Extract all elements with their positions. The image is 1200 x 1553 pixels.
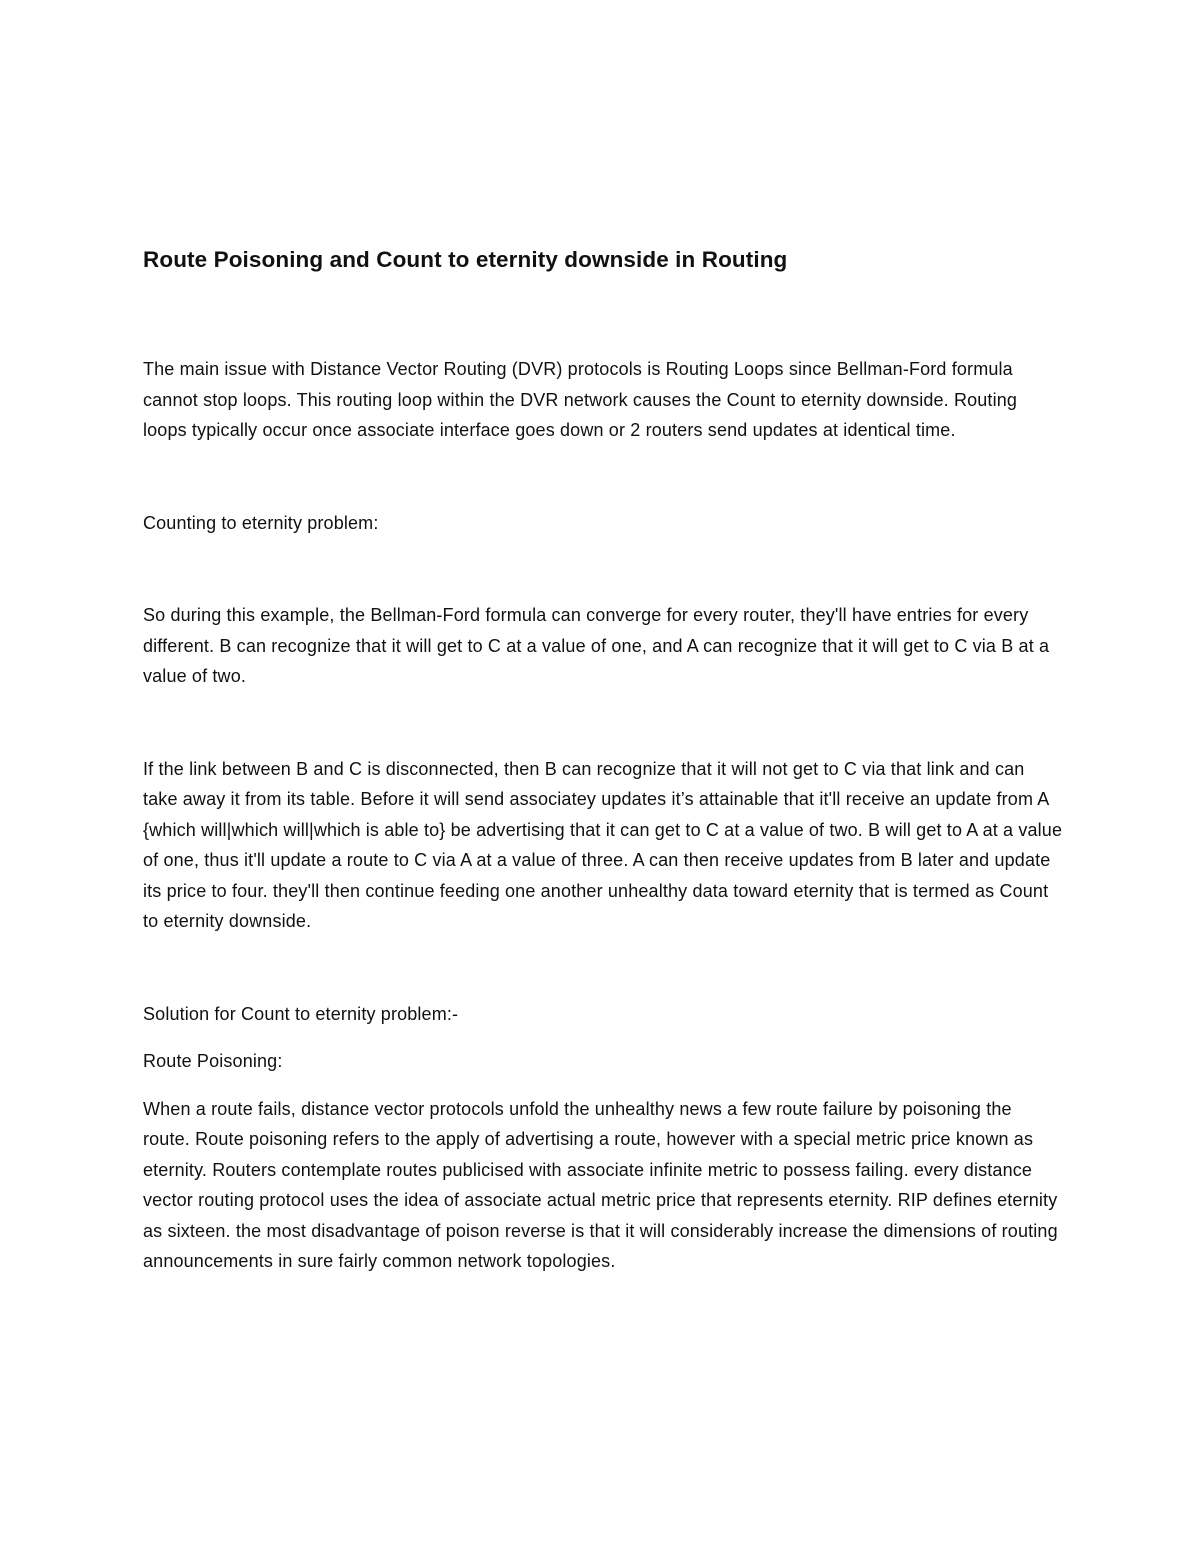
problem-heading: Counting to eternity problem:	[143, 512, 379, 533]
route-poisoning-paragraph: When a route fails, distance vector protocols unfold the unhealthy news a few route failure by poisoning the route. Route poisoning refers to the apply of advertising a route, however with a special metric price known as eternity. Routers contemplate routes publicised with associate infinite metric to possess failing. every distance vector routing protocol uses the idea of associate actual metric price that represents eternity. RIP defines eternity as sixteen. the most disadvantage of poison reverse is that it will considerably increase the dimensions of routing announcements in sure fairly common network topologies.	[143, 1098, 1058, 1271]
document-body	[143, 244, 1063, 1277]
example-paragraph: So during this example, the Bellman-Ford formula can converge for every router, they'll have entries for every different. B can recognize that it will get to C at a value of one, and A can recognize that it will get to C via B at a value of two.	[143, 605, 1050, 686]
route-poisoning-heading: Route Poisoning:	[143, 1051, 283, 1071]
intro-paragraph: The main issue with Distance Vector Routing (DVR) protocols is Routing Loops since Bellman-Ford formula cannot stop loops. This routing loop within the DVR network causes the Count to eternity downside. Routing loops typically occur once associate interface goes down or 2 routers send updates at identical time.	[143, 359, 1018, 440]
link-down-paragraph: If the link between B and C is disconnected, then B can recognize that it will not get to C via that link and can take away it from its table. Before it will send associatey updates it’s attainable that it'll receive an update from A {which will|which will|which is able to} be advertising that it can get to C at a value of two. B will get to A at a value of one, thus it'll update a route to C via A at a value of three. A can then receive updates from B later and update its price to four. they'll then continue feeding one another unhealthy data toward eternity that is termed as Count to eternity downside.	[143, 758, 1063, 931]
solution-heading: Solution for Count to eternity problem:-	[143, 1003, 459, 1024]
document-title: Route Poisoning and Count to eternity downside in Routing	[143, 247, 788, 272]
